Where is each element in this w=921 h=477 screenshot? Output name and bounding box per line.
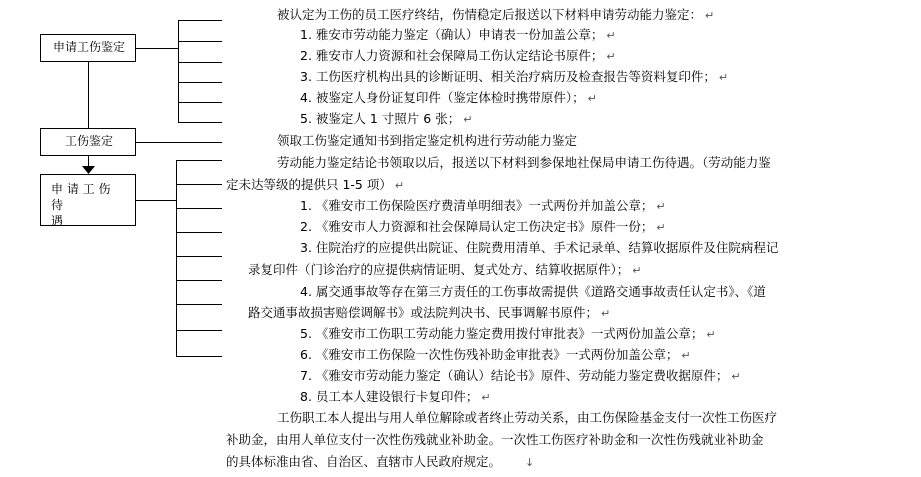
- bracket-tick: [176, 256, 222, 257]
- return-mark-icon: ↵: [587, 92, 597, 105]
- bracket-tick: [178, 122, 222, 123]
- return-mark-icon: ↵: [394, 179, 405, 192]
- return-mark-icon: ↵: [706, 328, 716, 341]
- flow-box-label: 工伤鉴定: [65, 134, 114, 148]
- bracket-tick: [176, 356, 222, 357]
- section3-item: 路交通事故损害赔偿调解书》或法院判决书、民事调解书原件； ↵: [248, 305, 611, 320]
- section3-item: 4. 属交通事故等存在第三方责任的工伤事故需提供《道路交通事故责任认定书》、《道: [300, 284, 766, 299]
- section1-item: 2. 雅安市人力资源和社会保障局工伤认定结论书原件； ↵: [300, 48, 616, 63]
- bracket-tick: [176, 184, 222, 185]
- bracket-tick: [176, 208, 222, 209]
- bracket-tick: [178, 102, 222, 103]
- section2-text: 领取工伤鉴定通知书到指定鉴定机构进行劳动能力鉴定: [277, 133, 578, 148]
- bracket-tick: [176, 160, 222, 161]
- return-mark-icon: ↵: [681, 349, 691, 362]
- bracket-tick: [176, 280, 222, 281]
- bracket-connector: [136, 48, 178, 49]
- bracket-spine: [178, 20, 179, 122]
- section3-item: 8. 员工本人建设银行卡复印件； ↵: [300, 389, 491, 404]
- section3-intro: 劳动能力鉴定结论书领取以后，报送以下材料到参保地社保局申请工伤待遇。（劳动能力鉴: [277, 155, 771, 170]
- section3-item: 7. 《雅安市劳动能力鉴定（确认）结论书》原件、劳动能力鉴定费收据原件； ↵: [300, 368, 741, 383]
- closing-paragraph: 工伤职工本人提出与用人单位解除或者终止劳动关系，由工伤保险基金支付一次性工伤医疗: [277, 410, 778, 425]
- section3-intro: 定未达等级的提供只 1-5 项） ↵: [226, 177, 405, 192]
- arrow-down-icon: [82, 166, 95, 175]
- bracket-tick: [176, 330, 222, 331]
- down-arrow-mark-icon: ↓: [525, 456, 535, 469]
- flow-box-label: 申请工伤鉴定: [53, 40, 126, 54]
- section1-item: 4. 被鉴定人身份证复印件（鉴定体检时携带原件）； ↵: [300, 90, 597, 105]
- closing-paragraph: 补助金，由用人单位支付一次性伤残就业补助金。一次性工伤医疗补助金和一次性伤残就业补助金: [226, 432, 764, 447]
- bracket-tick: [176, 232, 222, 233]
- section3-item: 1. 《雅安市工伤保险医疗费清单明细表》一式两份并加盖公章； ↵: [300, 198, 666, 213]
- return-mark-icon: ↵: [705, 9, 715, 22]
- return-mark-icon: ↵: [632, 264, 642, 277]
- flow-box-label: 遇: [51, 214, 64, 228]
- return-mark-icon: ↵: [656, 200, 666, 213]
- return-mark-icon: ↵: [601, 307, 611, 320]
- section1-item: 5. 被鉴定人 1 寸照片 6 张； ↵: [300, 111, 473, 126]
- bracket-tick: [178, 41, 222, 42]
- bracket-connector: [136, 142, 222, 143]
- bracket-spine: [176, 160, 177, 356]
- section3-item: 2. 《雅安市人力资源和社会保障局认定工伤决定书》原件一份； ↵: [300, 219, 666, 234]
- return-mark-icon: ↵: [481, 391, 491, 404]
- section3-item: 5. 《雅安市工伤职工劳动能力鉴定费用拨付审批表》一式两份加盖公章； ↵: [300, 326, 716, 341]
- return-mark-icon: ↵: [606, 29, 616, 42]
- return-mark-icon: ↵: [731, 370, 741, 383]
- flow-box-apply-injury-benefits: [40, 174, 136, 226]
- flow-connector: [88, 62, 89, 128]
- section1-item: 3. 工伤医疗机构出具的诊断证明、相关治疗病历及检查报告等资料复印件； ↵: [300, 69, 729, 84]
- return-mark-icon: ↵: [463, 113, 473, 126]
- section3-item: 3. 住院治疗的应提供出院证、住院费用清单、手术记录单、结算收据原件及住院病程记: [300, 240, 779, 255]
- return-mark-icon: ↵: [606, 50, 616, 63]
- bracket-tick: [176, 304, 222, 305]
- bracket-tick: [178, 82, 222, 83]
- section1-intro: 被认定为工伤的员工医疗终结，伤情稳定后报送以下材料申请劳动能力鉴定： ↵: [277, 7, 715, 22]
- flow-box-injury-appraisal: [40, 128, 136, 156]
- bracket-connector: [136, 200, 176, 201]
- section1-item: 1. 雅安市劳动能力鉴定（确认）申请表一份加盖公章； ↵: [300, 27, 616, 42]
- section3-item: 6. 《雅安市工伤保险一次性伤残补助金审批表》一式两份加盖公章； ↵: [300, 347, 691, 362]
- flow-box-apply-injury-appraisal: [40, 34, 136, 62]
- flow-box-label: 申 请 工 伤 待: [51, 182, 111, 212]
- return-mark-icon: ↵: [656, 221, 666, 234]
- bracket-tick: [178, 62, 222, 63]
- section3-item: 录复印件（门诊治疗的应提供病情证明、复式处方、结算收据原件）； ↵: [248, 262, 642, 277]
- bracket-tick: [178, 20, 222, 21]
- closing-paragraph: 的具体标准由省、自治区、直辖市人民政府规定。 ↓: [226, 454, 535, 469]
- return-mark-icon: ↵: [718, 71, 729, 84]
